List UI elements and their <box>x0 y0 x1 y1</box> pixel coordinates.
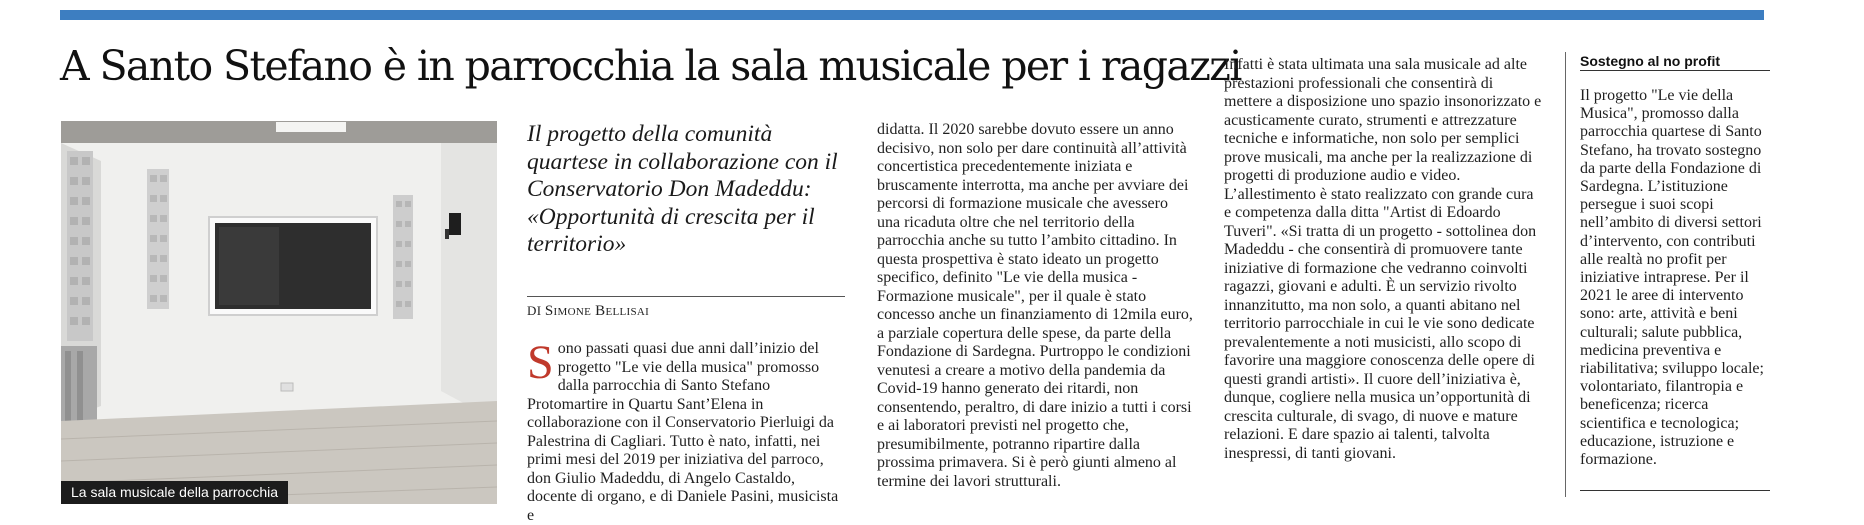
article-photo <box>61 121 497 504</box>
byline-author: Simone Bellisai <box>544 303 650 319</box>
sidebar-text: Il progetto "Le vie della Musica", promosso dalla parrocchia quartese di Santo Stefano, ha trovato sostegno da parte della Fondazione di Sardegna. L’istituzione persegue i suoi scopi nell’ambito di diversi settori d’intervento, con contributi alle realtà no profit per iniziative intraprese. Per il 2021 le aree di intervento sono: arte, attività e beni culturali; salute pubblica, medicina preventiva e riabilitativa; sviluppo locale; volontariato, filantropia e beneficenza; ricerca scientifica e tecnologica; educazione, istruzione e formazione. <box>1580 87 1764 469</box>
photo-caption: La sala musicale della parrocchia <box>61 481 288 504</box>
sidebar-title-rule <box>1580 70 1770 71</box>
article-headline: A Santo Stefano è in parrocchia la sala musicale per i ragazzi <box>60 42 1241 90</box>
music-room-photo <box>61 121 497 504</box>
byline-prefix: DI <box>527 303 542 318</box>
sidebar-title: Sostegno al no profit <box>1580 53 1720 69</box>
top-color-bar <box>60 10 1764 20</box>
article-subheadline: Il progetto della comunità quartese in collaborazione con il Conservatorio Don Madeddu: «Opportunità di crescita per il territorio» <box>527 121 838 258</box>
byline-divider <box>527 296 845 297</box>
article-column-3: Infatti è stata ultimata una sala musicale ad alte prestazioni professionali che consentirà di mettere a disposizione uno spazio insonorizzato e acusticamente curato, strumenti e attrezzature tecniche e informatiche, non solo per semplici prove musicali, ma anche per la realizzazione di progetti di produzione audio e video. L’allestimento è stato realizzato con grande cura e competenza dalla ditta "Artist di Edoardo Tuveri". «Si tratta di un progetto - sottolinea don Madeddu - che consentirà di promuovere tante iniziative di formazione che vedranno coinvolti ragazzi, giovani e adulti. È un servizio rivolto innanzitutto, ma non solo, a quanti abitano nel territorio parrocchiale in cui le vie sono dedicate prevalentemente a noti musicisti, allo scopo di favorire una maggiore conoscenza delle opere di questi grandi artisti». Il cuore dell’iniziativa è, dunque, cogliere nella musica un’opportunità di crescita culturale, di svago, di nuove e mature relazioni. E dare spazio ai talenti, talvolta inespressi, di tanti giovani. <box>1224 56 1542 462</box>
article-column-2: didatta. Il 2020 sarebbe dovuto essere un anno decisivo, non solo per dare continuità all’attività concertistica precedentemente iniziata e bruscamente interrotta, ma anche per avviare dei percorsi di formazione musicale che avessero una ricaduta oltre che nel territorio della parrocchia anche su tutto l’ambito cittadino. In questa prospettiva è stato ideato un progetto specifico, definito "Le vie della musica - Formazione musicale", per il quale è stato concesso anche un finanziamento di 12mila euro, a parziale copertura delle spese, da parte della Fondazione di Sardegna. Purtroppo le condizioni venutesi a creare a motivo della pandemia da Covid-19 hanno generato dei ritardi, non consentendo, peraltro, di dare inizio a tutti i corsi e ai laboratori previsti nel progetto che, presumibilmente, potranno ripartire dalla prossima primavera. Si è però giunti almeno al termine dei lavori strutturali. <box>877 121 1193 490</box>
sidebar-divider <box>1565 52 1566 497</box>
drop-cap: S <box>527 336 554 389</box>
article-column-1 <box>527 336 845 525</box>
article-byline <box>527 303 649 320</box>
column-1-text: ono passati quasi due anni dall’inizio del progetto "Le vie della musica" promosso dalla parrocchia di Santo Stefano Protomartire in Quartu Sant’Elena in collaborazione con il Conservatorio Pierluigi da Palestrina di Cagliari. Tutto è nato, infatti, nei primi mesi del 2019 per iniziativa del parroco, don Giulio Madeddu, di Angelo Castaldo, docente di organo, e di Daniele Pasini, musicista e <box>527 340 839 524</box>
sidebar-bottom-rule <box>1580 490 1770 491</box>
